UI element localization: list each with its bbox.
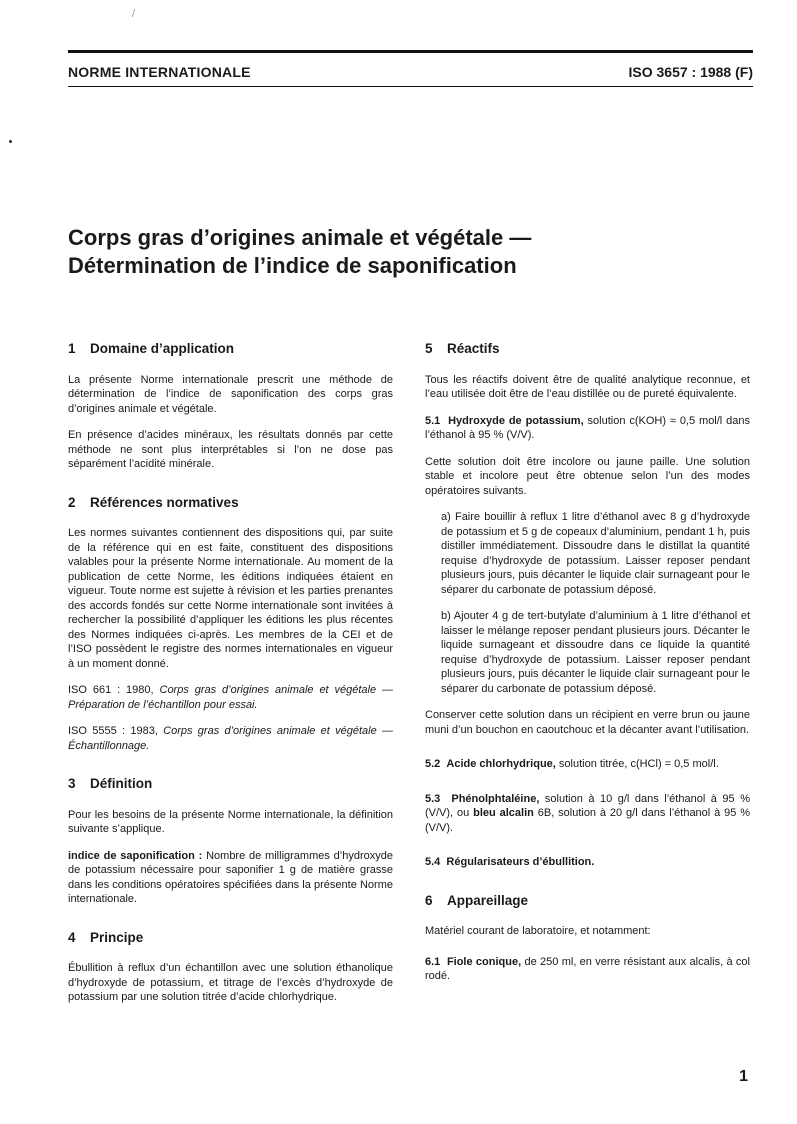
reference-item [68, 724, 393, 753]
section-5 [425, 342, 750, 870]
paragraph: Conserver cette solution dans un récipient en verre brun ou jaune muni d’un bouchon en caoutchouc et la décanter avant l’utilisation. [425, 709, 750, 736]
apparatus-spec: de 250 ml, en verre résistant aux alcalis, à col rodé. [425, 955, 750, 982]
title-line-2: Détermination de l’indice de saponification [68, 253, 517, 278]
definition-term: indice de saponification : [68, 849, 203, 862]
paragraph: Ébullition à reflux d’un échantillon avec une solution éthanolique d’hydroxyde de potassium, et titrage de l’excès d’hydroxyde de potassium par une solution titrée d’acide chlorhydrique. [68, 962, 393, 1003]
scan-mark: / [132, 8, 136, 20]
reference-title: Corps gras d’origines animale et végétale — Échantillonnage. [68, 725, 394, 752]
document-title [68, 224, 748, 280]
apparatus-name: Fiole conique, [446, 955, 522, 968]
section-title: Principe [90, 929, 144, 945]
section-title: Réactifs [447, 341, 500, 356]
scan-dot [9, 140, 12, 143]
reagent-name: Régularisateurs d’ébullition. [446, 856, 595, 868]
section-6 [425, 894, 750, 984]
reagent-spec-2: 6B, solution à 20 g/l dans l’éthanol à 95 % (V/V). [425, 807, 751, 834]
section-heading [425, 894, 750, 909]
section-title: Références normatives [90, 494, 239, 510]
paragraph: La présente Norme internationale prescrit une méthode de détermination de l’indice de saponification des corps gras d’origines animale et végétale. [68, 373, 393, 415]
reagent-name-2: bleu alcalin [473, 807, 534, 819]
subsection-5-3 [425, 792, 750, 836]
subsection-5-2 [425, 757, 750, 772]
definition-text: Nombre de milligrammes d’hydroxyde de potassium nécessaire pour saponifier 1 g de matière grasse dans les conditions opératoires spécifiées dans la présente Norme internationale. [68, 849, 393, 905]
section-number: 3 [68, 776, 76, 791]
section-heading [68, 931, 393, 946]
section-number: 6 [425, 892, 433, 908]
reference-code: ISO 5555 : 1983, [68, 725, 158, 737]
reference-title: Corps gras d’origines animale et végétale — Préparation de l’échantillon pour essai. [68, 684, 393, 711]
paragraph: Pour les besoins de la présente Norme internationale, la définition suivante s’applique. [68, 808, 393, 835]
section-number: 5 [425, 341, 433, 356]
section-title: Définition [90, 776, 153, 791]
subsection-number: 5.2 [425, 758, 441, 770]
reference-code: ISO 661 : 1980, [68, 684, 154, 696]
section-title: Domaine d’application [90, 341, 235, 356]
paragraph: Matériel courant de laboratoire, et notamment: [425, 925, 651, 937]
reagent-name: Acide chlorhydrique, [446, 758, 556, 770]
definition [68, 849, 393, 907]
section-1 [68, 342, 393, 472]
reference-item [68, 683, 393, 712]
section-4 [68, 931, 393, 1005]
section-number: 4 [68, 929, 76, 945]
reagent-spec: solution titrée, c(HCl) = 0,5 mol/l. [558, 758, 719, 770]
section-number: 2 [68, 494, 76, 510]
paragraph: Les normes suivantes contiennent des dispositions qui, par suite de la référence qui en est faite, constituent des dispositions valables pour la présente Norme internationale. Au moment de la publication de cette Norme, les éditions indiquées étaient en vigueur. Toute norme est sujette à révision et les parties prenantes des accords fondés sur cette Norme internationale sont invitées à rechercher la possibilité d’appliquer les éditions les plus récentes des Normes indiquées ci-après. Les membres de la CEI et de l’ISO possèdent le registre des normes internationales en vigueur à un moment donné. [68, 527, 393, 670]
reagent-name: Phénolphtaléine, [451, 792, 540, 805]
procedure-a: a) Faire bouillir à reflux 1 litre d’éthanol avec 8 g d’hydroxyde de potassium et 5 g de copeaux d’aluminium, pendant 1 h, puis distiller immédiatement. Dissoudre dans le distillat la quantité requise d’hydroxyde de potassium. Laisser reposer pendant plusieurs jours, puis décanter le liquide clair surnageant pour le séparer du carbonate de potassium déposé. [441, 511, 750, 596]
header-rule [68, 50, 753, 53]
reagent-name: Hydroxyde de potassium, [448, 414, 584, 427]
subsection-5-1 [425, 414, 750, 443]
title-line-1: Corps gras d’origines animale et végétale — [68, 225, 532, 250]
subsection-number: 5.3 [425, 792, 441, 805]
left-column [68, 342, 393, 1029]
section-heading [68, 342, 393, 357]
right-column [425, 342, 750, 1008]
section-3 [68, 777, 393, 907]
subsection-number: 6.1 [425, 955, 441, 968]
subsection-6-1 [425, 955, 750, 984]
document-type: NORME INTERNATIONALE [68, 64, 251, 80]
reagent-spec: solution à 10 g/l dans l’éthanol à 95 % (V/V), ou [425, 792, 750, 819]
page-number: 1 [739, 1068, 748, 1085]
subsection-5-4 [425, 855, 750, 870]
section-number: 1 [68, 341, 76, 356]
section-heading [68, 496, 393, 511]
header-subrule [68, 86, 753, 87]
section-heading [425, 342, 750, 357]
section-title: Appareillage [447, 892, 529, 908]
section-2 [68, 496, 393, 754]
subsection-number: 5.1 [425, 414, 441, 427]
subsection-number: 5.4 [425, 856, 441, 868]
paragraph: Tous les réactifs doivent être de qualité analytique reconnue, et l’eau utilisée doit être de l’eau distillée ou de pureté équivalente. [425, 373, 750, 400]
section-heading [68, 777, 393, 792]
standard-reference: ISO 3657 : 1988 (F) [628, 64, 753, 80]
paragraph: Cette solution doit être incolore ou jaune paille. Une solution stable et incolore peut être obtenue selon l’un des modes opératoires suivants. [425, 455, 750, 497]
paragraph: En présence d’acides minéraux, les résultats donnés par cette méthode ne sont plus interprétables si l’on ne dose pas séparément l’acidité minérale. [68, 429, 393, 470]
reagent-spec: solution c(KOH) ≈ 0,5 mol/l dans l’éthanol à 95 % (V/V). [425, 414, 750, 441]
procedure-b: b) Ajouter 4 g de tert-butylate d’aluminium à 1 litre d’éthanol et laisser le mélange reposer pendant plusieurs jours. Décanter le liquide surnageant et dissoudre dans ce liquide la quantité requise d’hydroxyde de potassium. Laisser reposer pendant plusieurs jours, puis décanter le liquide clair surnageant pour le séparer du carbonate de potassium déposé. [441, 610, 750, 695]
